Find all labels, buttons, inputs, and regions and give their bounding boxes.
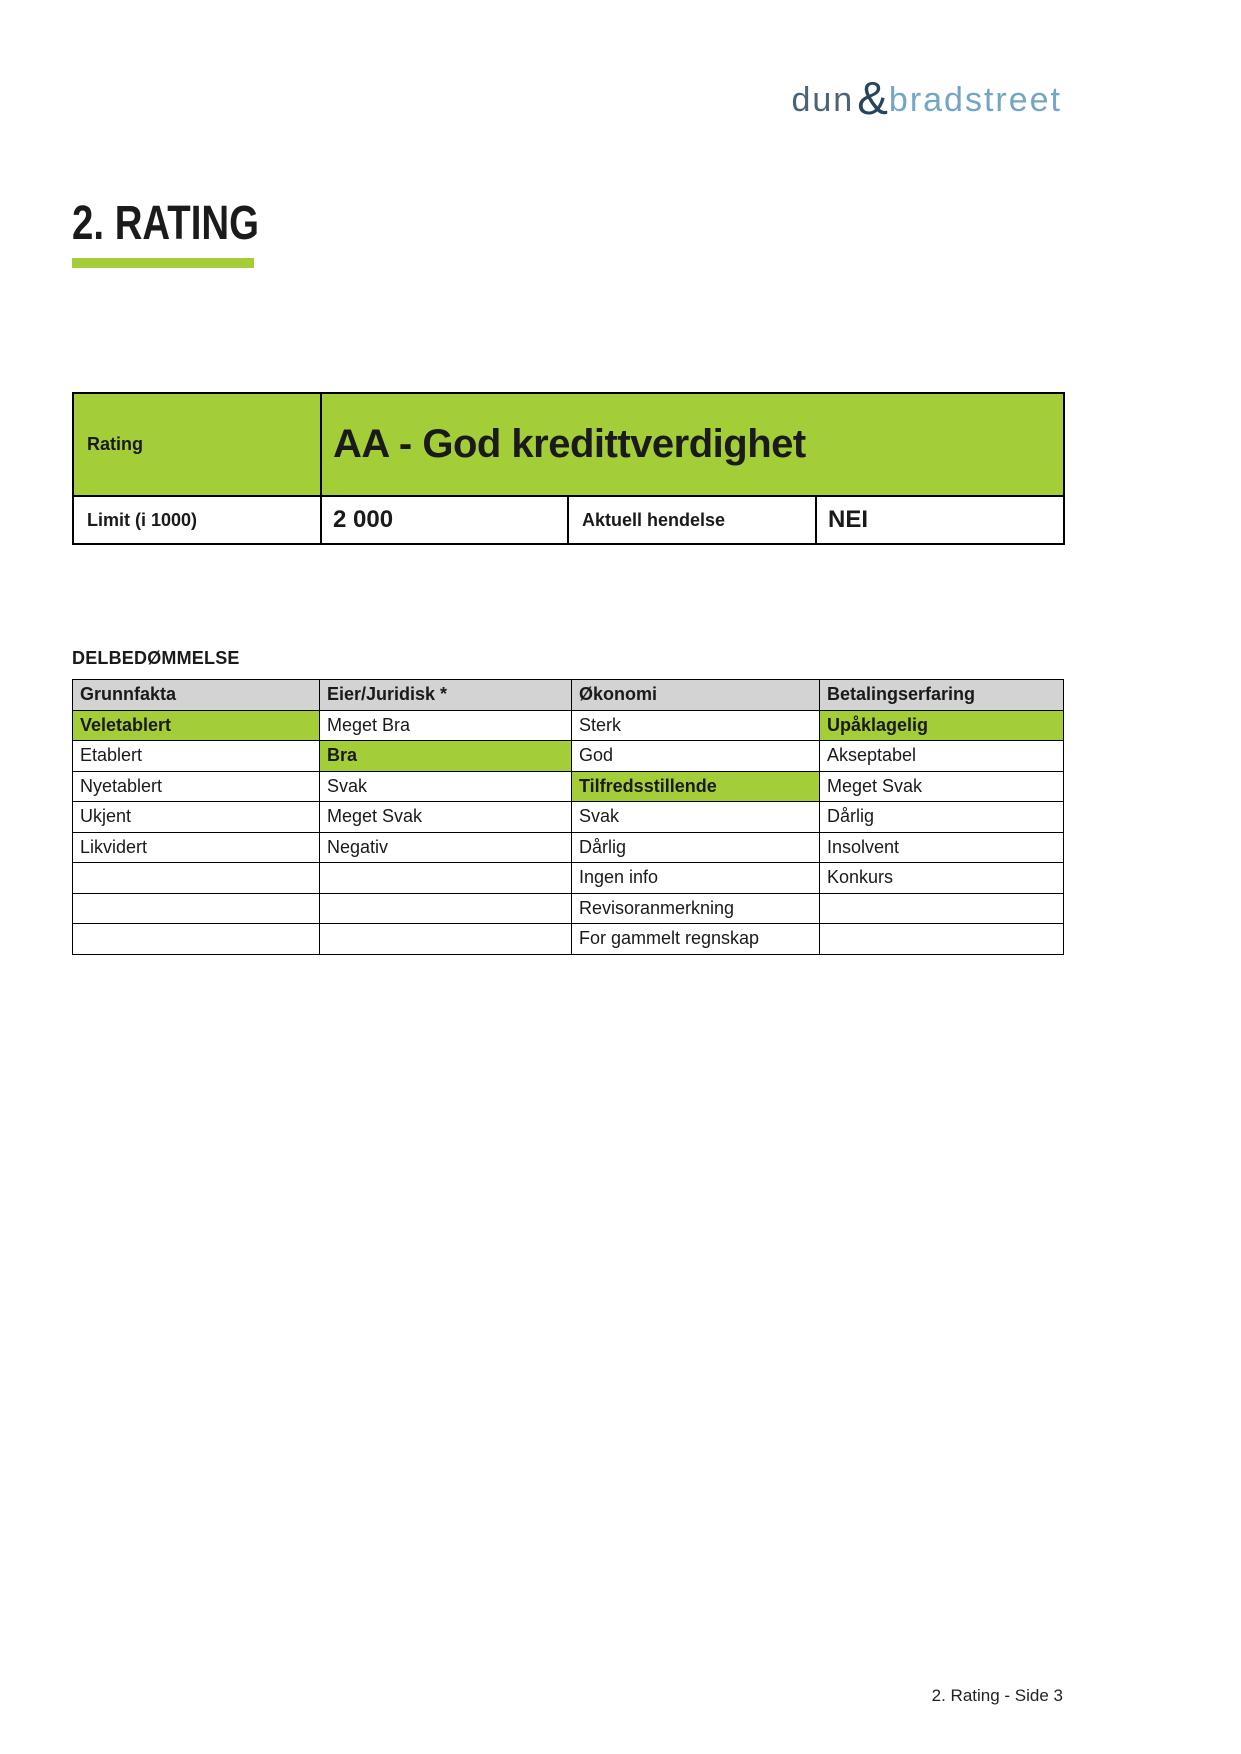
assessment-cell: Revisoranmerkning [572,893,820,924]
assessment-row [73,741,1064,772]
column-header-okonomi: Økonomi [572,680,820,711]
assessment-cell: Ingen info [572,863,820,894]
aktuell-hendelse-value: NEI [816,496,1064,544]
assessment-row [73,924,1064,955]
assessment-cell: Insolvent [820,832,1064,863]
delbedommelse-table [72,679,1064,955]
assessment-cell: Ukjent [73,802,320,833]
assessment-cell: Likvidert [73,832,320,863]
assessment-cell: Meget Bra [320,710,572,741]
assessment-cell [320,863,572,894]
assessment-cell [320,893,572,924]
dun-bradstreet-logo [791,68,1062,122]
assessment-cell: Etablert [73,741,320,772]
limit-value: 2 000 [321,496,568,544]
limit-row [73,496,1064,544]
logo-text-bradstreet: bradstreet [888,81,1062,119]
assessment-cell [73,863,320,894]
assessment-cell: Dårlig [572,832,820,863]
assessment-cell [320,924,572,955]
column-header-grunnfakta: Grunnfakta [73,680,320,711]
assessment-cell: Veletablert [73,710,320,741]
column-header-betalingserfaring: Betalingserfaring [820,680,1064,711]
assessment-cell [820,893,1064,924]
assessment-cell: Bra [320,741,572,772]
page-title: 2. RATING [72,197,260,250]
delbedommelse-title: DELBEDØMMELSE [72,648,240,668]
column-header-eier-juridisk: Eier/Juridisk * [320,680,572,711]
assessment-row [73,802,1064,833]
rating-summary-table [72,392,1065,545]
assessment-row [73,893,1064,924]
assessment-row [73,710,1064,741]
assessment-row [73,771,1064,802]
limit-label: Limit (i 1000) [73,496,321,544]
assessment-cell: Meget Svak [320,802,572,833]
assessment-cell [820,924,1064,955]
assessment-cell [73,924,320,955]
assessment-cell: Akseptabel [820,741,1064,772]
logo-ampersand-icon: & [857,72,888,124]
assessment-cell: Dårlig [820,802,1064,833]
logo-text-dun: dun [791,81,855,119]
assessment-cell: Sterk [572,710,820,741]
assessment-cell [73,893,320,924]
assessment-cell: Negativ [320,832,572,863]
aktuell-hendelse-label: Aktuell hendelse [568,496,816,544]
assessment-cell: God [572,741,820,772]
heading-underline [72,258,254,268]
assessment-cell: Nyetablert [73,771,320,802]
assessment-cell: Meget Svak [820,771,1064,802]
assessment-cell: Svak [320,771,572,802]
assessment-cell: Konkurs [820,863,1064,894]
assessment-cell: Upåklagelig [820,710,1064,741]
assessment-row [73,863,1064,894]
page-footer: 2. Rating - Side 3 [931,1686,1063,1705]
rating-label: Rating [73,393,321,496]
rating-value: AA - God kredittverdighet [321,393,1064,496]
assessment-cell: For gammelt regnskap [572,924,820,955]
assessment-cell: Tilfredsstillende [572,771,820,802]
assessment-cell: Svak [572,802,820,833]
rating-row [73,393,1064,496]
assessment-row [73,832,1064,863]
assessment-header-row [73,680,1064,711]
